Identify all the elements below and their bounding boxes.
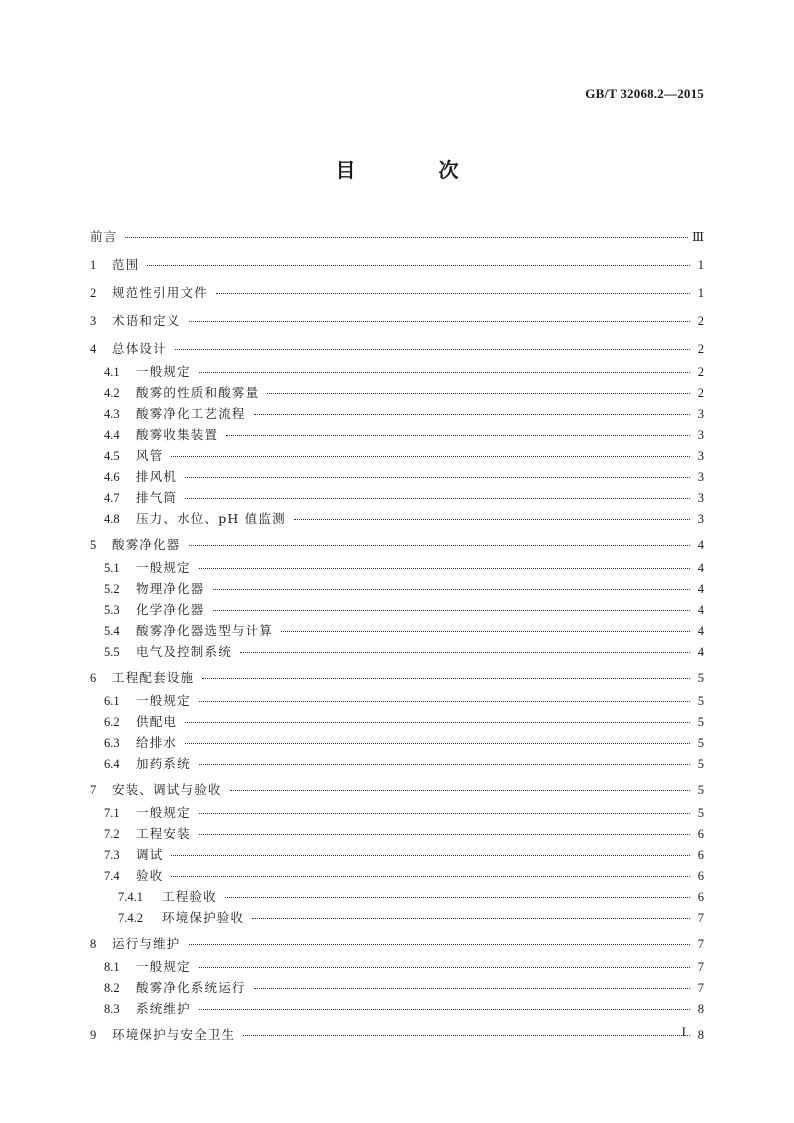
toc-entry-label: 调试 <box>136 847 164 862</box>
toc-entry-page: 7 <box>697 960 704 974</box>
toc-entry-number: 6 <box>90 671 97 685</box>
toc-entry-number: 8.3 <box>104 1002 120 1016</box>
page-title: 目 次 <box>335 158 497 182</box>
toc-entry[interactable] <box>90 865 704 886</box>
toc-entry[interactable] <box>90 956 704 977</box>
toc-entry-label: 酸雾收集装置 <box>136 427 219 442</box>
toc-leader-dots <box>185 742 690 744</box>
toc-entry-label: 环境保护与安全卫生 <box>112 1027 236 1042</box>
toc-entry-label: 酸雾净化工艺流程 <box>136 406 246 421</box>
toc-entry-page: 6 <box>697 848 704 862</box>
toc-leader-dots <box>199 1008 690 1010</box>
toc-leader-dots <box>185 721 690 723</box>
toc-entry-number: 4.1 <box>104 365 120 379</box>
toc-leader-dots <box>240 651 690 653</box>
toc-entry[interactable] <box>90 620 704 641</box>
toc-entry-label: 一般规定 <box>136 693 191 708</box>
toc-entry-page: 5 <box>697 783 704 797</box>
toc-entry-label: 工程安装 <box>136 826 191 841</box>
toc-entry-label: 排气筒 <box>136 490 178 505</box>
toc-entry-page: 2 <box>697 342 704 356</box>
toc-entry-label: 范围 <box>112 257 140 272</box>
toc-entry-page: 5 <box>697 671 704 685</box>
table-of-contents <box>90 224 704 1047</box>
toc-leader-dots <box>199 567 690 569</box>
toc-entry[interactable] <box>90 844 704 865</box>
toc-entry[interactable] <box>90 823 704 844</box>
toc-entry-number: 7.4.2 <box>118 911 143 925</box>
toc-entry-number: 8.2 <box>104 981 120 995</box>
toc-entry-label: 工程配套设施 <box>112 670 195 685</box>
toc-leader-dots <box>213 609 690 611</box>
toc-entry-label: 术语和定义 <box>112 313 181 328</box>
toc-entry-page: 3 <box>697 407 704 421</box>
toc-entry[interactable] <box>90 361 704 382</box>
toc-entry-number: 4.7 <box>104 491 120 505</box>
toc-entry-page: 7 <box>697 937 704 951</box>
toc-entry-number: 4.5 <box>104 449 120 463</box>
toc-entry-number: 4.2 <box>104 386 120 400</box>
toc-entry-label: 前言 <box>90 229 118 244</box>
toc-entry-label: 安装、调试与验收 <box>112 782 222 797</box>
toc-leader-dots <box>202 677 690 679</box>
toc-entry[interactable] <box>90 532 704 557</box>
toc-leader-dots <box>243 1034 690 1036</box>
toc-entry-label: 一般规定 <box>136 959 191 974</box>
toc-entry-page: 5 <box>697 806 704 820</box>
toc-entry-page: 5 <box>697 694 704 708</box>
toc-entry[interactable] <box>90 224 704 249</box>
toc-leader-dots <box>216 292 690 294</box>
toc-entry-number: 5.2 <box>104 582 120 596</box>
toc-entry-label: 加药系统 <box>136 756 191 771</box>
toc-entry-label: 总体设计 <box>112 341 167 356</box>
toc-entry-number: 7 <box>90 783 97 797</box>
toc-entry-page: 5 <box>697 715 704 729</box>
toc-entry-page: 6 <box>697 869 704 883</box>
toc-leader-dots <box>171 875 690 877</box>
toc-entry[interactable] <box>90 641 704 662</box>
toc-entry-page: 4 <box>697 624 704 638</box>
toc-entry-page: 5 <box>697 736 704 750</box>
toc-leader-dots <box>189 544 690 546</box>
toc-entry-number: 5.3 <box>104 603 120 617</box>
toc-entry[interactable] <box>90 424 704 445</box>
toc-entry[interactable] <box>90 665 704 690</box>
toc-entry-page: 1 <box>697 286 704 300</box>
toc-entry[interactable] <box>90 487 704 508</box>
toc-entry[interactable] <box>90 907 704 928</box>
toc-leader-dots <box>199 371 690 373</box>
toc-entry-page: 4 <box>697 645 704 659</box>
toc-leader-dots <box>185 497 690 499</box>
toc-entry-page: 8 <box>697 1002 704 1016</box>
toc-entry-page: 4 <box>697 582 704 596</box>
toc-entry-label: 给排水 <box>136 735 178 750</box>
toc-leader-dots <box>294 518 690 520</box>
toc-entry[interactable] <box>90 336 704 361</box>
toc-leader-dots <box>267 392 690 394</box>
toc-entry-number: 7.2 <box>104 827 120 841</box>
toc-entry-label: 酸雾净化器 <box>112 537 181 552</box>
toc-leader-dots <box>199 700 690 702</box>
toc-entry-number: 8.1 <box>104 960 120 974</box>
toc-entry-number: 6.2 <box>104 715 120 729</box>
toc-entry[interactable] <box>90 753 704 774</box>
toc-entry-page: 3 <box>697 428 704 442</box>
toc-entry-label: 压力、水位、pH 值监测 <box>136 511 286 526</box>
toc-entry[interactable] <box>90 711 704 732</box>
toc-entry-number: 4.4 <box>104 428 120 442</box>
toc-entry[interactable] <box>90 599 704 620</box>
toc-entry-number: 1 <box>90 258 97 272</box>
toc-entry-page: 2 <box>697 386 704 400</box>
toc-entry-number: 5.5 <box>104 645 120 659</box>
toc-entry-page: 4 <box>697 538 704 552</box>
page-number: I <box>681 1024 686 1039</box>
toc-entry-page: 3 <box>697 491 704 505</box>
toc-leader-dots <box>147 264 690 266</box>
toc-entry-page: 7 <box>697 981 704 995</box>
standard-code: GB/T 32068.2—2015 <box>585 86 704 101</box>
toc-entry-page: 6 <box>697 890 704 904</box>
toc-entry-page: 2 <box>697 314 704 328</box>
toc-entry-label: 系统维护 <box>136 1001 191 1016</box>
toc-entry[interactable] <box>90 998 704 1019</box>
toc-entry[interactable] <box>90 252 704 277</box>
toc-entry-page: 1 <box>697 258 704 272</box>
toc-entry-number: 6.1 <box>104 694 120 708</box>
toc-entry-number: 2 <box>90 286 97 300</box>
toc-entry-number: 4.3 <box>104 407 120 421</box>
toc-entry[interactable] <box>90 886 704 907</box>
toc-leader-dots <box>189 943 690 945</box>
toc-entry-label: 酸雾净化系统运行 <box>136 980 246 995</box>
toc-entry-label: 工程验收 <box>162 889 217 904</box>
toc-leader-dots <box>225 896 690 898</box>
toc-entry-label: 排风机 <box>136 469 178 484</box>
toc-leader-dots <box>189 320 690 322</box>
toc-leader-dots <box>199 966 690 968</box>
toc-entry[interactable] <box>90 445 704 466</box>
toc-leader-dots <box>199 812 690 814</box>
toc-entry[interactable] <box>90 802 704 823</box>
toc-entry-label: 一般规定 <box>136 560 191 575</box>
toc-entry-number: 7.4 <box>104 869 120 883</box>
toc-entry[interactable] <box>90 690 704 711</box>
toc-entry-number: 9 <box>90 1028 97 1042</box>
toc-entry[interactable] <box>90 931 704 956</box>
toc-entry-label: 一般规定 <box>136 805 191 820</box>
toc-entry-number: 6.4 <box>104 757 120 771</box>
toc-entry-number: 5.4 <box>104 624 120 638</box>
toc-entry[interactable] <box>90 403 704 424</box>
toc-entry-label: 供配电 <box>136 714 178 729</box>
toc-entry[interactable] <box>90 977 704 998</box>
toc-entry-label: 运行与维护 <box>112 936 181 951</box>
toc-entry-label: 酸雾的性质和酸雾量 <box>136 385 260 400</box>
toc-entry-page: 4 <box>697 603 704 617</box>
toc-entry-page: 6 <box>697 827 704 841</box>
toc-entry-number: 6.3 <box>104 736 120 750</box>
toc-entry[interactable] <box>90 732 704 753</box>
toc-entry[interactable] <box>90 777 704 802</box>
toc-entry-number: 8 <box>90 937 97 951</box>
toc-entry[interactable] <box>90 382 704 403</box>
toc-entry-label: 验收 <box>136 868 164 883</box>
toc-entry[interactable] <box>90 466 704 487</box>
toc-leader-dots <box>252 917 690 919</box>
toc-entry-label: 环境保护验收 <box>162 910 245 925</box>
toc-leader-dots <box>199 763 690 765</box>
toc-entry[interactable] <box>90 557 704 578</box>
toc-entry-page: 2 <box>697 365 704 379</box>
toc-entry-label: 物理净化器 <box>136 581 205 596</box>
toc-leader-dots <box>254 987 690 989</box>
toc-entry-page: Ⅲ <box>691 230 704 244</box>
toc-entry-page: 4 <box>697 561 704 575</box>
toc-entry-number: 7.4.1 <box>118 890 143 904</box>
toc-leader-dots <box>125 236 688 238</box>
toc-entry-page: 3 <box>697 512 704 526</box>
toc-leader-dots <box>185 476 690 478</box>
toc-entry-label: 化学净化器 <box>136 602 205 617</box>
toc-entry-number: 4.6 <box>104 470 120 484</box>
toc-leader-dots <box>171 455 690 457</box>
toc-entry-page: 3 <box>697 470 704 484</box>
toc-entry-number: 4.8 <box>104 512 120 526</box>
toc-entry-page: 3 <box>697 449 704 463</box>
toc-entry-label: 一般规定 <box>136 364 191 379</box>
toc-entry-number: 7.3 <box>104 848 120 862</box>
toc-entry[interactable] <box>90 1022 704 1047</box>
toc-leader-dots <box>213 588 690 590</box>
toc-leader-dots <box>226 434 690 436</box>
toc-entry-page: 5 <box>697 757 704 771</box>
toc-entry-label: 规范性引用文件 <box>112 285 208 300</box>
toc-entry[interactable] <box>90 578 704 599</box>
toc-entry-label: 酸雾净化器选型与计算 <box>136 623 274 638</box>
toc-leader-dots <box>175 348 690 350</box>
toc-entry-number: 7.1 <box>104 806 120 820</box>
toc-entry[interactable] <box>90 280 704 305</box>
toc-entry[interactable] <box>90 308 704 333</box>
toc-entry-number: 4 <box>90 342 97 356</box>
toc-entry-label: 风管 <box>136 448 164 463</box>
toc-leader-dots <box>171 854 690 856</box>
toc-entry-label: 电气及控制系统 <box>136 644 232 659</box>
toc-leader-dots <box>199 833 690 835</box>
toc-entry-page: 7 <box>697 911 704 925</box>
toc-entry-number: 5.1 <box>104 561 120 575</box>
toc-leader-dots <box>281 630 690 632</box>
toc-leader-dots <box>254 413 690 415</box>
toc-entry-number: 5 <box>90 538 97 552</box>
toc-entry-page: 8 <box>697 1028 704 1042</box>
toc-leader-dots <box>230 789 690 791</box>
toc-entry[interactable] <box>90 508 704 529</box>
toc-entry-number: 3 <box>90 314 97 328</box>
